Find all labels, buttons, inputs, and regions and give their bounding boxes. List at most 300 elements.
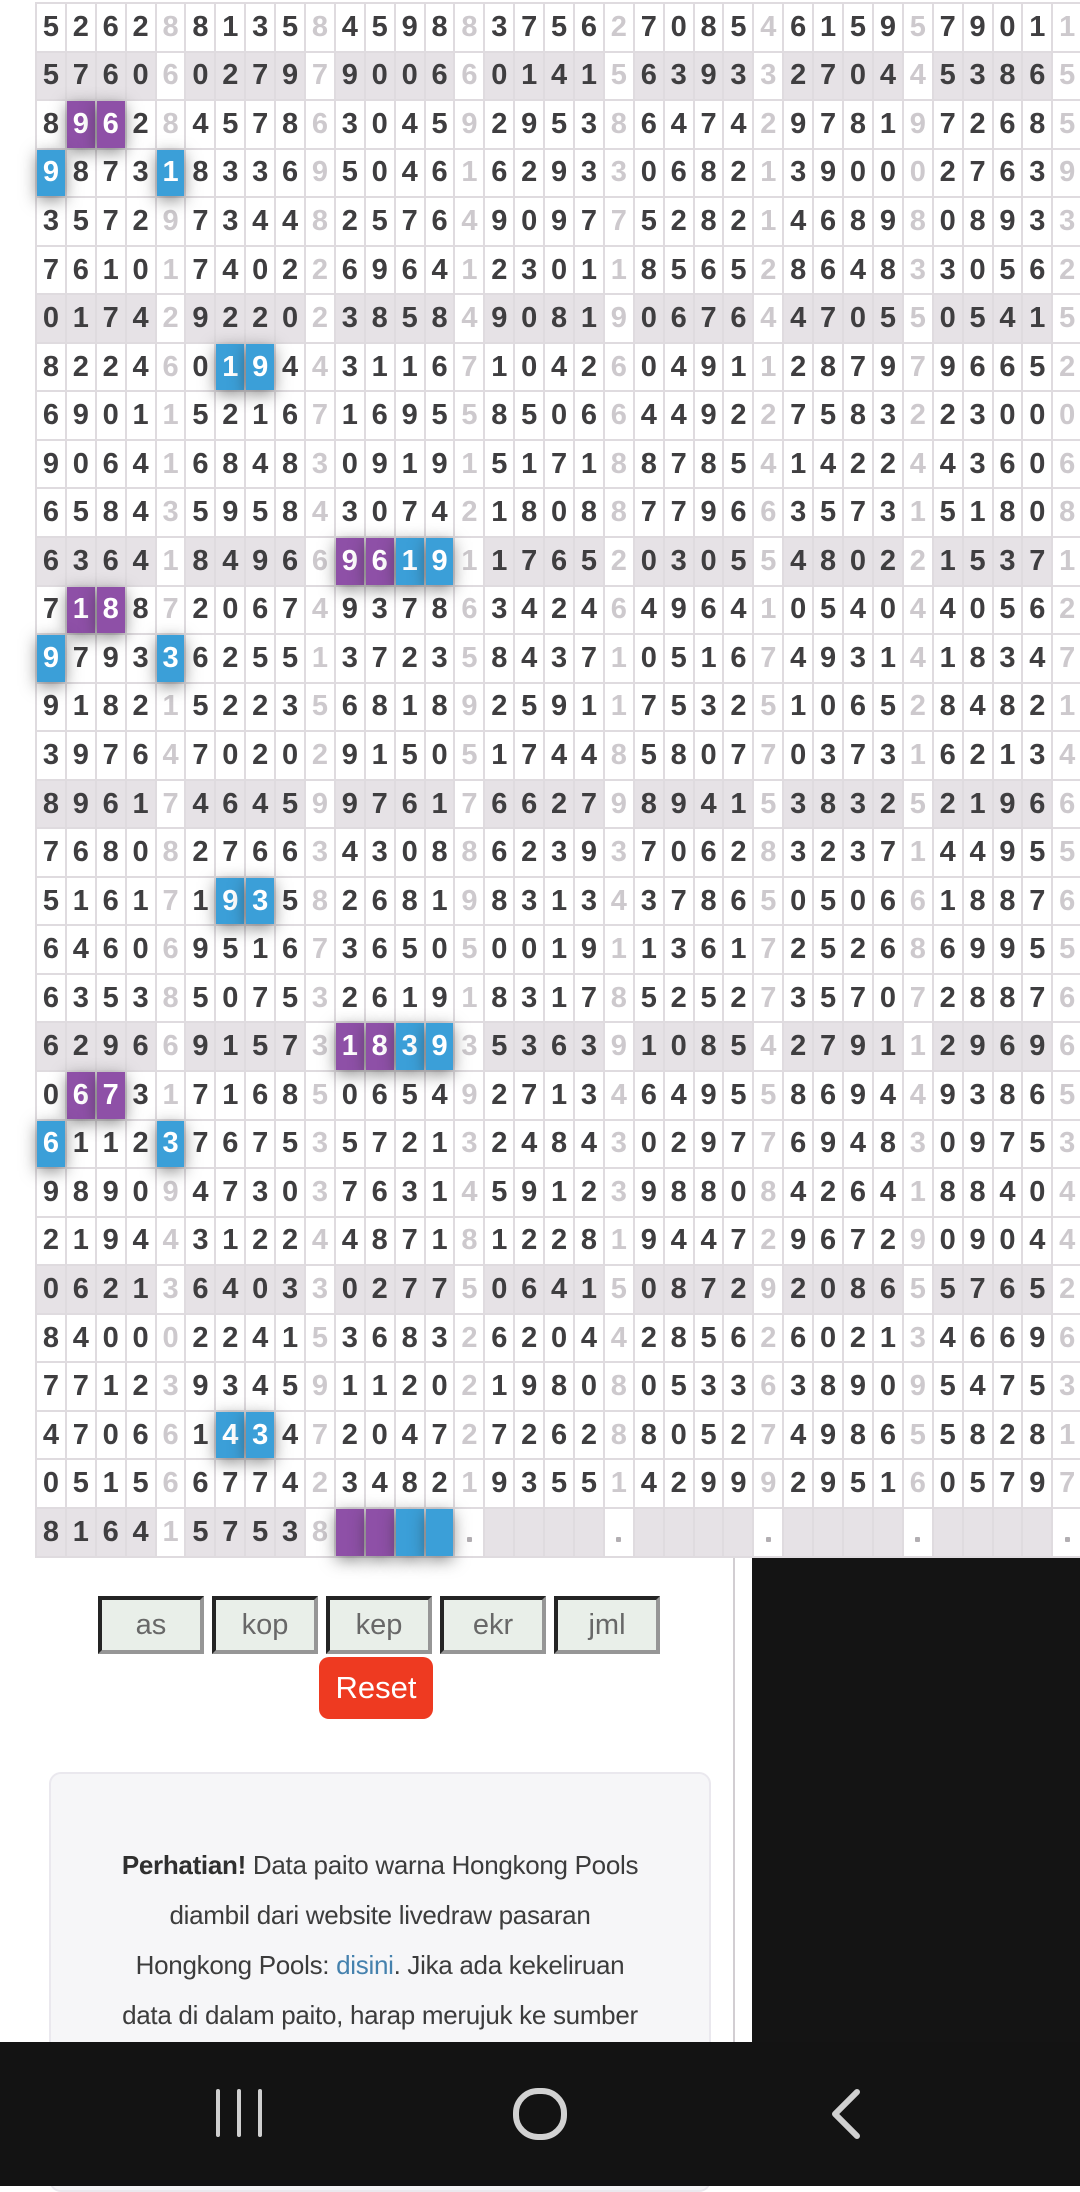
grid-cell[interactable]: 6 [426, 53, 454, 100]
grid-cell[interactable]: 2 [157, 295, 185, 342]
grid-cell[interactable]: 5 [426, 101, 454, 148]
grid-cell[interactable]: 9 [1053, 150, 1080, 197]
grid-cell[interactable]: 7 [216, 1509, 244, 1556]
grid-cell[interactable]: 3 [874, 392, 902, 439]
grid-cell[interactable]: 8 [994, 684, 1022, 731]
grid-cell[interactable]: 3 [754, 53, 782, 100]
grid-cell[interactable]: 7 [97, 295, 125, 342]
grid-cell[interactable]: 8 [97, 489, 125, 536]
grid-cell[interactable]: 2 [814, 1169, 842, 1216]
grid-cell[interactable]: 5 [276, 4, 304, 51]
grid-cell[interactable]: 3 [336, 635, 364, 682]
grid-cell[interactable]: 6 [1023, 781, 1051, 828]
grid-cell[interactable]: 5 [635, 732, 663, 779]
grid-cell[interactable]: 8 [97, 587, 125, 634]
grid-cell[interactable]: 3 [575, 878, 603, 925]
grid-cell[interactable]: 1 [485, 1363, 513, 1410]
grid-cell[interactable]: 7 [396, 1218, 424, 1265]
grid-cell[interactable]: 8 [485, 878, 513, 925]
grid-cell[interactable]: 7 [754, 1121, 782, 1168]
grid-cell[interactable]: 5 [366, 4, 394, 51]
grid-cell[interactable]: 9 [814, 635, 842, 682]
grid-cell[interactable]: 7 [186, 247, 214, 294]
grid-cell[interactable]: 4 [575, 1315, 603, 1362]
grid-cell[interactable]: 5 [216, 101, 244, 148]
grid-cell[interactable]: 3 [665, 926, 693, 973]
grid-cell[interactable]: 2 [515, 1315, 543, 1362]
grid-cell[interactable]: 5 [276, 1121, 304, 1168]
grid-cell[interactable]: 4 [426, 1072, 454, 1119]
grid-cell[interactable]: 5 [545, 1460, 573, 1507]
grid-cell[interactable]: 3 [336, 489, 364, 536]
grid-cell[interactable]: 2 [784, 926, 812, 973]
grid-cell[interactable]: 0 [844, 150, 872, 197]
grid-cell[interactable]: 9 [515, 101, 543, 148]
grid-cell[interactable]: 7 [426, 1412, 454, 1459]
grid-cell[interactable]: 6 [276, 150, 304, 197]
grid-cell[interactable]: 4 [127, 1509, 155, 1556]
grid-cell[interactable]: 2 [724, 1412, 752, 1459]
grid-cell[interactable]: 7 [695, 1266, 723, 1313]
grid-cell[interactable]: 4 [964, 829, 992, 876]
grid-cell[interactable]: 6 [396, 247, 424, 294]
grid-cell[interactable] [994, 1509, 1022, 1556]
grid-cell[interactable]: 3 [515, 247, 543, 294]
grid-cell[interactable]: 4 [665, 1072, 693, 1119]
grid-cell[interactable]: 4 [1053, 1218, 1080, 1265]
grid-cell[interactable] [336, 1509, 364, 1556]
grid-cell[interactable]: 2 [754, 1218, 782, 1265]
grid-cell[interactable]: 0 [97, 392, 125, 439]
grid-cell[interactable]: 8 [784, 1072, 812, 1119]
grid-cell[interactable]: 9 [874, 4, 902, 51]
grid-cell[interactable]: 8 [306, 1509, 334, 1556]
grid-cell[interactable]: 7 [964, 150, 992, 197]
grid-cell[interactable]: 5 [1053, 829, 1080, 876]
grid-cell[interactable]: 1 [1023, 4, 1051, 51]
grid-cell[interactable]: 0 [874, 150, 902, 197]
grid-cell[interactable]: 9 [994, 198, 1022, 245]
grid-cell[interactable]: 9 [426, 975, 454, 1022]
grid-cell[interactable]: 3 [994, 538, 1022, 585]
grid-cell[interactable]: 6 [515, 781, 543, 828]
grid-cell[interactable]: 4 [545, 732, 573, 779]
grid-cell[interactable]: 1 [276, 1315, 304, 1362]
grid-cell[interactable]: 2 [724, 392, 752, 439]
grid-cell[interactable]: 9 [366, 247, 394, 294]
grid-cell[interactable]: 8 [366, 295, 394, 342]
grid-cell[interactable]: 7 [695, 101, 723, 148]
grid-cell[interactable]: 0 [724, 1169, 752, 1216]
grid-cell[interactable]: 8 [844, 392, 872, 439]
grid-cell[interactable]: 5 [964, 1460, 992, 1507]
grid-cell[interactable]: 2 [366, 1266, 394, 1313]
grid-cell[interactable]: 4 [665, 1218, 693, 1265]
grid-cell[interactable]: 7 [844, 732, 872, 779]
grid-cell[interactable]: 4 [1053, 732, 1080, 779]
grid-cell[interactable] [814, 1509, 842, 1556]
grid-cell[interactable]: 9 [545, 150, 573, 197]
grid-cell[interactable]: 5 [485, 441, 513, 488]
grid-cell[interactable]: 8 [157, 975, 185, 1022]
grid-cell[interactable]: 3 [994, 635, 1022, 682]
grid-cell[interactable]: 8 [37, 344, 65, 391]
grid-cell[interactable]: 5 [994, 587, 1022, 634]
grid-cell[interactable]: 9 [246, 344, 274, 391]
grid-cell[interactable]: 4 [127, 344, 155, 391]
grid-cell[interactable]: 6 [157, 1023, 185, 1070]
grid-cell[interactable]: 9 [306, 781, 334, 828]
disini-link[interactable]: disini [336, 1950, 394, 1980]
grid-cell[interactable]: 0 [515, 198, 543, 245]
grid-cell[interactable]: 8 [695, 198, 723, 245]
grid-cell[interactable]: 7 [724, 1218, 752, 1265]
grid-cell[interactable]: 9 [67, 392, 95, 439]
grid-cell[interactable]: 0 [1023, 441, 1051, 488]
grid-cell[interactable]: 3 [844, 781, 872, 828]
grid-cell[interactable]: 3 [396, 1169, 424, 1216]
grid-cell[interactable]: 1 [874, 101, 902, 148]
grid-cell[interactable]: 9 [426, 441, 454, 488]
grid-cell[interactable]: 6 [1053, 1023, 1080, 1070]
grid-cell[interactable]: 8 [844, 198, 872, 245]
grid-cell[interactable]: 5 [276, 878, 304, 925]
grid-cell[interactable]: 5 [964, 538, 992, 585]
grid-cell[interactable]: 1 [426, 781, 454, 828]
grid-cell[interactable]: 9 [336, 587, 364, 634]
grid-cell[interactable]: 2 [67, 1023, 95, 1070]
grid-cell[interactable]: 5 [934, 53, 962, 100]
grid-cell[interactable]: 9 [336, 53, 364, 100]
grid-cell[interactable]: 5 [1023, 1363, 1051, 1410]
grid-cell[interactable]: 1 [426, 1169, 454, 1216]
grid-cell[interactable]: 6 [127, 1023, 155, 1070]
grid-cell[interactable]: 7 [246, 1121, 274, 1168]
grid-cell[interactable]: 4 [127, 538, 155, 585]
grid-cell[interactable]: 6 [545, 1023, 573, 1070]
grid-cell[interactable]: 3 [635, 878, 663, 925]
grid-cell[interactable]: 7 [306, 926, 334, 973]
grid-cell[interactable]: 1 [336, 1023, 364, 1070]
grid-cell[interactable]: 8 [545, 1363, 573, 1410]
grid-cell[interactable]: 1 [396, 975, 424, 1022]
grid-cell[interactable]: 2 [964, 732, 992, 779]
grid-cell[interactable]: 3 [964, 441, 992, 488]
grid-cell[interactable]: 6 [814, 247, 842, 294]
grid-cell[interactable]: 1 [934, 635, 962, 682]
grid-cell[interactable]: 6 [37, 1023, 65, 1070]
grid-cell[interactable]: 7 [575, 975, 603, 1022]
grid-cell[interactable]: 5 [605, 1266, 633, 1313]
grid-cell[interactable]: 0 [336, 1266, 364, 1313]
grid-cell[interactable]: 8 [545, 295, 573, 342]
grid-cell[interactable]: 1 [545, 926, 573, 973]
grid-cell[interactable]: 9 [635, 1218, 663, 1265]
grid-cell[interactable]: 9 [306, 1363, 334, 1410]
grid-cell[interactable] [1023, 1509, 1051, 1556]
grid-cell[interactable]: 6 [485, 150, 513, 197]
grid-cell[interactable]: 1 [874, 635, 902, 682]
grid-cell[interactable]: 2 [665, 1121, 693, 1168]
grid-cell[interactable]: 3 [127, 150, 155, 197]
grid-cell[interactable]: 2 [545, 587, 573, 634]
grid-cell[interactable]: 5 [515, 684, 543, 731]
grid-cell[interactable]: 7 [455, 781, 483, 828]
grid-cell[interactable]: 5 [186, 1509, 214, 1556]
grid-cell[interactable]: 4 [545, 1266, 573, 1313]
grid-cell[interactable]: 3 [814, 732, 842, 779]
grid-cell[interactable]: 0 [216, 732, 244, 779]
grid-cell[interactable]: 7 [934, 4, 962, 51]
grid-cell[interactable]: 7 [515, 4, 543, 51]
grid-cell[interactable]: 7 [157, 878, 185, 925]
grid-cell[interactable]: 7 [994, 1363, 1022, 1410]
grid-cell[interactable]: 6 [336, 684, 364, 731]
grid-cell[interactable]: 0 [934, 198, 962, 245]
grid-cell[interactable]: 6 [545, 538, 573, 585]
grid-cell[interactable]: 6 [276, 538, 304, 585]
grid-cell[interactable]: 7 [844, 1218, 872, 1265]
grid-cell[interactable]: 6 [934, 926, 962, 973]
grid-cell[interactable]: 0 [127, 1315, 155, 1362]
grid-cell[interactable]: 6 [635, 53, 663, 100]
grid-cell[interactable]: 8 [964, 198, 992, 245]
grid-cell[interactable]: 3 [515, 878, 543, 925]
grid-cell[interactable]: 0 [814, 1315, 842, 1362]
grid-cell[interactable]: 9 [605, 781, 633, 828]
grid-cell[interactable]: 6 [276, 926, 304, 973]
reset-button[interactable]: Reset [319, 1657, 433, 1719]
grid-cell[interactable]: 7 [336, 1169, 364, 1216]
grid-cell[interactable]: 1 [904, 829, 932, 876]
grid-cell[interactable]: 4 [455, 295, 483, 342]
grid-cell[interactable]: 7 [994, 1460, 1022, 1507]
grid-cell[interactable]: 3 [336, 1460, 364, 1507]
grid-cell[interactable]: 3 [784, 975, 812, 1022]
grid-cell[interactable]: 1 [426, 1121, 454, 1168]
grid-cell[interactable]: 1 [396, 344, 424, 391]
grid-cell[interactable]: 1 [724, 781, 752, 828]
grid-cell[interactable]: 2 [455, 489, 483, 536]
grid-cell[interactable]: 2 [336, 198, 364, 245]
grid-cell[interactable]: 5 [724, 247, 752, 294]
grid-cell[interactable]: 6 [964, 1315, 992, 1362]
grid-cell[interactable]: 6 [994, 441, 1022, 488]
grid-cell[interactable]: 8 [695, 4, 723, 51]
grid-cell[interactable]: 6 [37, 392, 65, 439]
grid-cell[interactable]: 2 [784, 344, 812, 391]
grid-cell[interactable]: 8 [485, 975, 513, 1022]
grid-cell[interactable]: 2 [67, 344, 95, 391]
grid-cell[interactable]: 8 [157, 4, 185, 51]
grid-cell[interactable]: 7 [1023, 975, 1051, 1022]
grid-cell[interactable]: 9 [455, 878, 483, 925]
grid-cell[interactable]: 4 [575, 1121, 603, 1168]
grid-cell[interactable]: 9 [784, 1218, 812, 1265]
grid-cell[interactable]: 5 [97, 975, 125, 1022]
grid-cell[interactable]: 6 [97, 538, 125, 585]
grid-cell[interactable]: 6 [127, 1412, 155, 1459]
grid-cell[interactable]: 7 [306, 392, 334, 439]
grid-cell[interactable]: 7 [186, 198, 214, 245]
grid-cell[interactable]: 3 [904, 1315, 932, 1362]
grid-cell[interactable]: 2 [754, 101, 782, 148]
grid-cell[interactable]: 0 [695, 538, 723, 585]
grid-cell[interactable]: 4 [545, 344, 573, 391]
grid-cell[interactable]: 8 [366, 684, 394, 731]
grid-cell[interactable]: 1 [575, 684, 603, 731]
grid-cell[interactable]: 0 [844, 295, 872, 342]
grid-cell[interactable]: 3 [246, 1412, 274, 1459]
grid-cell[interactable]: 3 [605, 1121, 633, 1168]
grid-cell[interactable]: 9 [994, 781, 1022, 828]
grid-cell[interactable]: 9 [994, 829, 1022, 876]
grid-cell[interactable]: 2 [127, 198, 155, 245]
grid-cell[interactable]: 5 [904, 781, 932, 828]
grid-cell[interactable]: 1 [545, 878, 573, 925]
grid-cell[interactable]: 4 [127, 489, 155, 536]
grid-cell[interactable]: 6 [964, 344, 992, 391]
grid-cell[interactable]: 5 [455, 1266, 483, 1313]
grid-cell[interactable] [964, 1509, 992, 1556]
grid-cell[interactable]: 5 [754, 781, 782, 828]
grid-cell[interactable]: 0 [186, 53, 214, 100]
grid-cell[interactable]: 3 [246, 150, 274, 197]
grid-cell[interactable]: 2 [874, 781, 902, 828]
grid-cell[interactable]: 0 [635, 538, 663, 585]
grid-cell[interactable]: 2 [844, 1315, 872, 1362]
grid-cell[interactable]: 1 [904, 1169, 932, 1216]
grid-cell[interactable]: 1 [336, 392, 364, 439]
grid-cell[interactable]: 1 [455, 150, 483, 197]
grid-cell[interactable]: 6 [665, 295, 693, 342]
grid-cell[interactable]: 6 [635, 1072, 663, 1119]
grid-cell[interactable]: 3 [515, 1023, 543, 1070]
grid-cell[interactable]: 2 [246, 1218, 274, 1265]
grid-cell[interactable]: 4 [814, 441, 842, 488]
grid-cell[interactable]: 8 [216, 441, 244, 488]
grid-cell[interactable]: 5 [336, 150, 364, 197]
grid-cell[interactable]: 9 [306, 150, 334, 197]
grid-cell[interactable]: 8 [157, 829, 185, 876]
grid-cell[interactable]: 1 [575, 247, 603, 294]
grid-cell[interactable]: 9 [754, 1266, 782, 1313]
grid-cell[interactable]: 8 [426, 684, 454, 731]
grid-cell[interactable]: 5 [814, 975, 842, 1022]
grid-cell[interactable]: 3 [186, 1218, 214, 1265]
grid-cell[interactable]: 8 [874, 1121, 902, 1168]
grid-cell[interactable]: 6 [724, 1315, 752, 1362]
grid-cell[interactable]: 9 [246, 538, 274, 585]
grid-cell[interactable]: 4 [695, 1218, 723, 1265]
grid-cell[interactable]: 4 [306, 1218, 334, 1265]
grid-cell[interactable]: 5 [635, 198, 663, 245]
grid-cell[interactable]: 0 [366, 150, 394, 197]
grid-cell[interactable]: 2 [545, 1218, 573, 1265]
grid-cell[interactable]: 4 [246, 441, 274, 488]
grid-cell[interactable]: 4 [455, 1169, 483, 1216]
grid-cell[interactable]: 4 [635, 1460, 663, 1507]
grid-cell[interactable]: 8 [814, 344, 842, 391]
grid-cell[interactable]: 7 [186, 1072, 214, 1119]
grid-cell[interactable]: 8 [904, 198, 932, 245]
kep-button[interactable]: kep [326, 1596, 432, 1654]
grid-cell[interactable]: 6 [784, 1121, 812, 1168]
grid-cell[interactable]: 3 [67, 538, 95, 585]
grid-cell[interactable]: 8 [575, 1218, 603, 1265]
grid-cell[interactable]: 6 [695, 247, 723, 294]
grid-cell[interactable]: 7 [366, 781, 394, 828]
grid-cell[interactable]: 9 [485, 198, 513, 245]
grid-cell[interactable]: 1 [67, 684, 95, 731]
grid-cell[interactable]: 2 [724, 150, 752, 197]
grid-cell[interactable]: 7 [545, 441, 573, 488]
grid-cell[interactable]: 9 [695, 1072, 723, 1119]
grid-cell[interactable]: 3 [37, 198, 65, 245]
grid-cell[interactable]: 9 [455, 684, 483, 731]
grid-cell[interactable]: 1 [426, 878, 454, 925]
grid-cell[interactable]: 0 [874, 587, 902, 634]
grid-cell[interactable]: 4 [934, 587, 962, 634]
grid-cell[interactable]: 2 [874, 538, 902, 585]
grid-cell[interactable]: 2 [216, 635, 244, 682]
grid-cell[interactable]: 0 [127, 247, 155, 294]
grid-cell[interactable]: 9 [934, 1072, 962, 1119]
grid-cell[interactable]: 4 [276, 344, 304, 391]
grid-cell[interactable]: 0 [97, 1315, 125, 1362]
grid-cell[interactable]: 9 [904, 101, 932, 148]
grid-cell[interactable]: 4 [1053, 1169, 1080, 1216]
grid-cell[interactable]: 7 [814, 101, 842, 148]
grid-cell[interactable]: 1 [1053, 684, 1080, 731]
grid-cell[interactable]: 0 [246, 1266, 274, 1313]
grid-cell[interactable]: 6 [844, 1169, 872, 1216]
grid-cell[interactable]: 4 [784, 538, 812, 585]
grid-cell[interactable]: 3 [276, 684, 304, 731]
grid-cell[interactable]: 4 [635, 392, 663, 439]
grid-cell[interactable]: 3 [575, 150, 603, 197]
grid-cell[interactable]: 4 [336, 829, 364, 876]
grid-cell[interactable]: 8 [994, 1072, 1022, 1119]
grid-cell[interactable]: 1 [127, 1266, 155, 1313]
grid-cell[interactable]: 5 [336, 1121, 364, 1168]
grid-cell[interactable]: 7 [396, 1266, 424, 1313]
grid-cell[interactable]: 3 [366, 829, 394, 876]
grid-cell[interactable]: 4 [336, 4, 364, 51]
grid-cell[interactable]: 9 [695, 1460, 723, 1507]
grid-cell[interactable]: 5 [366, 198, 394, 245]
grid-cell[interactable]: 2 [724, 198, 752, 245]
grid-cell[interactable]: 6 [37, 538, 65, 585]
grid-cell[interactable]: 8 [455, 4, 483, 51]
grid-cell[interactable]: 0 [545, 1315, 573, 1362]
grid-cell[interactable]: 9 [844, 1072, 872, 1119]
grid-cell[interactable]: 7 [665, 441, 693, 488]
grid-cell[interactable]: 2 [515, 829, 543, 876]
grid-cell[interactable]: 6 [67, 1072, 95, 1119]
grid-cell[interactable]: 6 [186, 1460, 214, 1507]
grid-cell[interactable]: 1 [934, 878, 962, 925]
grid-cell[interactable]: 5 [1023, 1266, 1051, 1313]
grid-cell[interactable]: 5 [246, 1023, 274, 1070]
grid-cell[interactable]: 2 [455, 1315, 483, 1362]
grid-cell[interactable]: 7 [635, 829, 663, 876]
grid-cell[interactable]: 0 [545, 392, 573, 439]
grid-cell[interactable]: 6 [396, 781, 424, 828]
grid-cell[interactable]: 6 [485, 781, 513, 828]
grid-cell[interactable]: 1 [366, 1363, 394, 1410]
grid-cell[interactable]: 6 [874, 878, 902, 925]
